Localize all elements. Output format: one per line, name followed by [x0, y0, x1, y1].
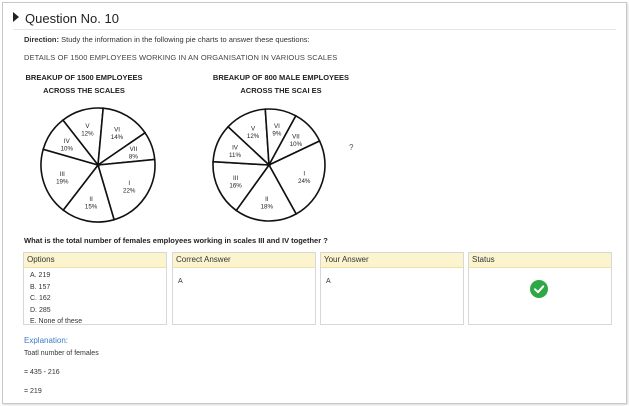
check-circle-icon [530, 280, 548, 298]
explanation-line-1: Toatl number of females [24, 350, 99, 357]
explanation-line-3: = 219 [24, 388, 42, 395]
slice-label-vii: 8% [128, 153, 138, 161]
caret-right-icon [13, 12, 19, 22]
question-header[interactable] [13, 11, 119, 26]
your-answer-panel [320, 252, 464, 325]
pie-chart-1500-employees [33, 105, 165, 227]
slice-label-v: 12% [81, 130, 94, 138]
explanation-label: Explanation: [24, 336, 69, 345]
slice-name-vii: VII [129, 146, 138, 154]
details-heading: DETAILS OF 1500 EMPLOYEES WORKING IN AN ORGANISATION IN VARIOUS SCALES [24, 53, 338, 62]
options-panel [23, 252, 167, 325]
slice-name-v: V [251, 125, 256, 133]
slice-name-i: I [128, 180, 131, 187]
chart-2-title-line1: BREAKUP OF 800 MALE EMPLOYEES [212, 73, 350, 82]
stray-question-mark: ? [349, 143, 354, 152]
options-list [24, 268, 166, 328]
your-answer-value: A [326, 278, 331, 285]
chart-2-title [206, 71, 356, 97]
slice-label-v: 12% [246, 133, 260, 141]
slice-name-iv: IV [232, 144, 238, 152]
slice-label-iii: 16% [229, 182, 242, 190]
status-header: Status [469, 253, 611, 268]
your-answer-header: Your Answer [321, 253, 463, 268]
chart-1-title [23, 71, 145, 97]
correct-answer-header: Correct Answer [173, 253, 315, 268]
option-c[interactable]: C. 162 [30, 295, 51, 302]
slice-name-ii: II [265, 195, 269, 203]
chart-1-title-line2: ACROSS THE SCALES [43, 86, 125, 95]
explanation-line-2: = 435 - 216 [24, 369, 60, 376]
slice-label-iv: 11% [229, 151, 241, 159]
slice-label-vi: 14% [110, 134, 124, 142]
correct-answer-panel [172, 252, 316, 325]
option-b[interactable]: B. 157 [30, 283, 51, 291]
question-text: What is the total number of females employees working in scales III and IV together ? [24, 236, 328, 245]
slice-label-ii: 15% [84, 203, 98, 211]
status-panel [468, 252, 612, 325]
slice-name-vi: VI [114, 126, 120, 134]
slice-name-vii: VII [292, 133, 300, 141]
slice-label-i: 24% [298, 177, 311, 185]
direction-label: Direction: [24, 35, 60, 44]
chart-1-title-line1: BREAKUP OF 1500 EMPLOYEES [25, 73, 143, 82]
chart-2-title-line2: ACROSS THE SCAI ES [240, 86, 322, 95]
direction-body: Study the information in the following pie charts to answer these questions: [61, 35, 310, 44]
correct-answer-value: A [178, 278, 183, 285]
slice-name-v: V [85, 122, 90, 130]
options-header: Options [24, 253, 166, 268]
divider [13, 29, 616, 30]
pie-chart-800-male-employees [211, 105, 331, 227]
direction-text [24, 35, 310, 44]
question-title: Question No. 10 [25, 11, 119, 26]
option-a[interactable]: A. 219 [30, 272, 51, 279]
slice-label-iii: 19% [56, 178, 69, 186]
slice-label-vii: 10% [289, 141, 303, 149]
option-d[interactable]: D. 285 [30, 306, 51, 314]
slice-name-iv: IV [63, 138, 70, 145]
option-e[interactable]: E. None of these [30, 318, 83, 325]
slice-name-i: I [303, 170, 306, 178]
slice-name-ii: II [89, 196, 93, 203]
slice-name-iii: III [233, 174, 239, 182]
slice-name-iii: III [59, 170, 65, 178]
slice-name-vi: VI [273, 122, 280, 130]
slice-label-vi: 9% [272, 130, 282, 138]
slice-label-i: 22% [123, 187, 136, 195]
slice-label-iv: 10% [60, 145, 73, 153]
question-card [2, 2, 627, 404]
slice-label-ii: 18% [260, 203, 273, 211]
